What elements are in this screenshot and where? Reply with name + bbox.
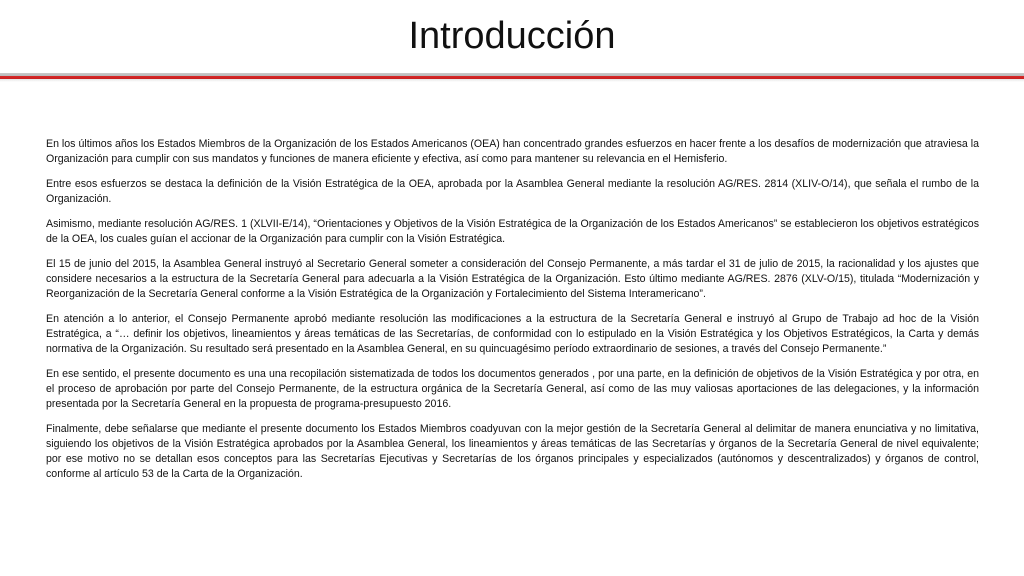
slide-title: Introducción [408,15,616,57]
paragraph: En atención a lo anterior, el Consejo Permanente aprobó mediante resolución las modificaciones a la estructura de la Secretaría General e instruyó al Grupo de Trabajo ad hoc de la Visión Estratégica, a “… definir los objetivos, lineamientos y áreas temáticas de las Secretarías, de conformidad con lo estipulado en la Visión Estratégica y los Objetivos Estratégicos, la Carta y demás normativa de la Organización. Su resultado será presentado en la Asamblea General, en su quincuagésimo período extraordinario de sesiones, a través del Consejo Permanente.” [46,313,979,355]
paragraph: El 15 de junio del 2015, la Asamblea General instruyó al Secretario General someter a consideración del Consejo Permanente, a más tardar el 31 de julio de 2015, la racionalidad y los ajustes que considere necesarios a la estructura de la Secretaría General para adecuarla a la Visión Estratégica de la Organización. Esto último mediante AG/RES. 2876 (XLV-O/15), titulada “Modernización y Reorganización de la Secretaría General conforme a la Visión Estratégica de la Organización y Fortalecimiento del Sistema Interamericano”. [46,258,979,300]
paragraph: Entre esos esfuerzos se destaca la definición de la Visión Estratégica de la OEA, aprobada por la Asamblea General mediante la resolución AG/RES. 2814 (XLIV-O/14), que señala el rumbo de la Organización. [46,178,979,205]
paragraph: En los últimos años los Estados Miembros de la Organización de los Estados Americanos (OEA) han concentrado grandes esfuerzos en hacer frente a los desafíos de modernización que atraviesa la Organización para cumplir con sus mandatos y funciones de manera eficiente y efectiva, así como para mantener su relevancia en el Hemisferio. [46,138,979,165]
paragraph: En ese sentido, el presente documento es una una recopilación sistematizada de todos los documentos generados , por una parte, en la definición de objetivos de la Visión Estratégica y por otra, en el proceso de aprobación por parte del Consejo Permanente, de la estructura orgánica de la Secretaría General, así como de las muy valiosas aportaciones de las delegaciones, y la información presentada por la Secretaría General en la propuesta de programa-presupuesto 2016. [46,368,979,410]
paragraph: Finalmente, debe señalarse que mediante el presente documento los Estados Miembros coadyuvan con la mejor gestión de la Secretaría General al delimitar de manera enunciativa y no limitativa, siguiendo los objetivos de la Visión Estratégica aprobados por la Asamblea General, los lineamientos y áreas temáticas de las Secretarías y órganos de la Secretaría General de nivel equivalente; por ese motivo no se detallan esos conceptos para las Secretarías Ejecutivas y Secretarías de los órganos principales y especializados (autónomos y descentralizados) y órganos de control, conforme al artículo 53 de la Carta de la Organización. [46,423,979,480]
slide-body [46,137,979,492]
title-divider [0,73,1024,82]
paragraph: Asimismo, mediante resolución AG/RES. 1 (XLVII-E/14), “Orientaciones y Objetivos de la Visión Estratégica de la Organización de los Estados Americanos” se establecieron los objetivos estratégicos de la OEA, los cuales guían el accionar de la Organización para cumplir con la Visión Estratégica. [46,218,979,245]
